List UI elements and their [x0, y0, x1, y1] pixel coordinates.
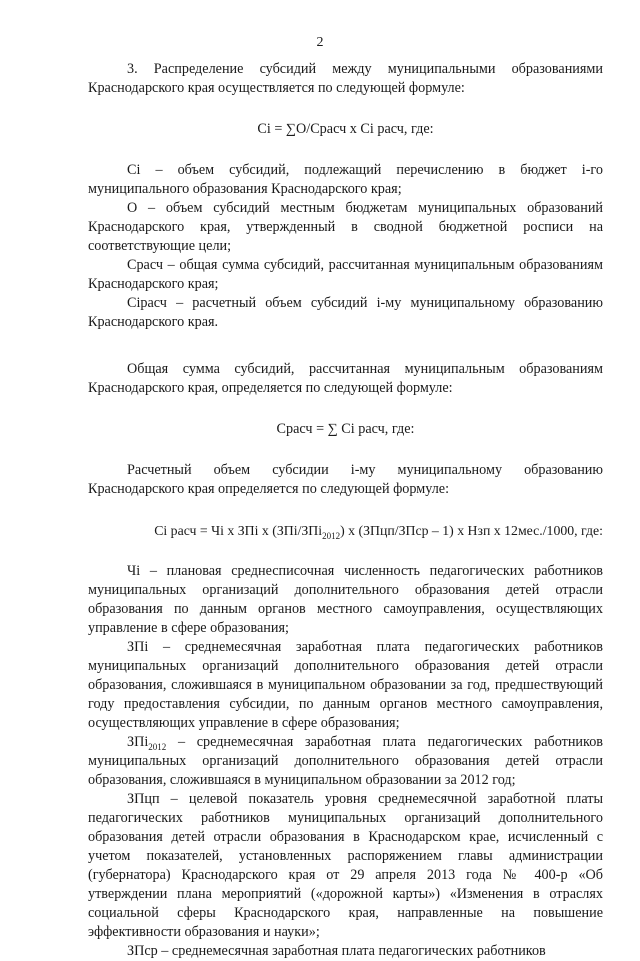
definition-zpcp: ЗПцп – целевой показатель уровня среднемесячной заработной платы педагогических работников муниципальных организаций дополнительного образования детей отрасли образования в Краснодарском крае, исчисленный с учетом показателей, установленных распоряжением главы администрации (губернатора) Краснодарского края от 29 апреля 2013 года № 400-р «Об утверждении плана мероприятий («дорожной карты») «Изменения в отраслях социальной сферы Краснодарского края, направленные на повышение эффективности образования и науки»; [88, 791, 603, 940]
definition-zpsr: ЗПср – среднемесячная заработная плата педагогических работников [127, 943, 546, 959]
paragraph-total-sum: Общая сумма субсидий, рассчитанная муниципальным образованиям Краснодарского края, определяется по следующей формуле: [88, 361, 603, 396]
definition-zpi: ЗПi – среднемесячная заработная плата педагогических работников муниципальных организаций дополнительного образования детей отрасли образования, сложившаяся в муниципальном образовании за год, предшествующий году предоставления субсидии, по данным органов местного самоуправления, осуществляющих управление в сфере образования; [88, 639, 603, 731]
definition-o: О – объем субсидий местным бюджетам муниципальных образований Краснодарского края, утвержденный в сводной бюджетной росписи на соответствующие цели; [88, 200, 603, 254]
formula-calculated-volume [88, 521, 603, 540]
formula-total-sum: Срасч = ∑ Сi расч, где: [276, 421, 415, 437]
page-number: 2 [316, 35, 324, 50]
zpi2012-head: ЗПi [127, 734, 149, 750]
zpi2012-tail: – среднемесячная заработная плата педагогических работников муниципальных организаций дополнительного образования детей отрасли образования, сложившаяся в муниципальном образовании за 2012 год; [88, 734, 603, 788]
definition-srasch: Срасч – общая сумма субсидий, рассчитанная муниципальным образованиям Краснодарского края; [88, 257, 603, 292]
definition-cirasch: Сiрасч – расчетный объем субсидий i-му муниципальному образованию Краснодарского края. [88, 295, 603, 330]
formula-part-2: ) х (ЗПцп/ЗПср – 1) х Нзп х 12мес./1000, где: [340, 523, 603, 538]
formula-part-1: Сi расч = Чi х ЗПi х (ЗПi/ЗПi [154, 523, 323, 538]
document-body [88, 60, 603, 961]
paragraph-distribution-rule: 3. Распределение субсидий между муниципальными образованиями Краснодарского края осуществляется по следующей формуле: [88, 61, 603, 96]
formula-subsidy-distribution: Сi = ∑О/Срасч х Сi расч, где: [257, 121, 434, 137]
definition-zpi2012 [88, 733, 603, 790]
zpi2012-subscript: 2012 [148, 741, 167, 752]
formula-subscript: 2012 [322, 530, 341, 541]
definition-chi: Чi – плановая среднесписочная численность педагогических работников муниципальных организаций дополнительного образования детей отрасли образования по данным органов местного самоуправления, осуществляющих управление в сфере образования; [88, 563, 603, 636]
definition-ci: Сi – объем субсидий, подлежащий перечислению в бюджет i-го муниципального образования Краснодарского края; [88, 162, 603, 197]
paragraph-calculated-volume: Расчетный объем субсидии i-му муниципальному образованию Краснодарского края определяется по следующей формуле: [88, 462, 603, 497]
